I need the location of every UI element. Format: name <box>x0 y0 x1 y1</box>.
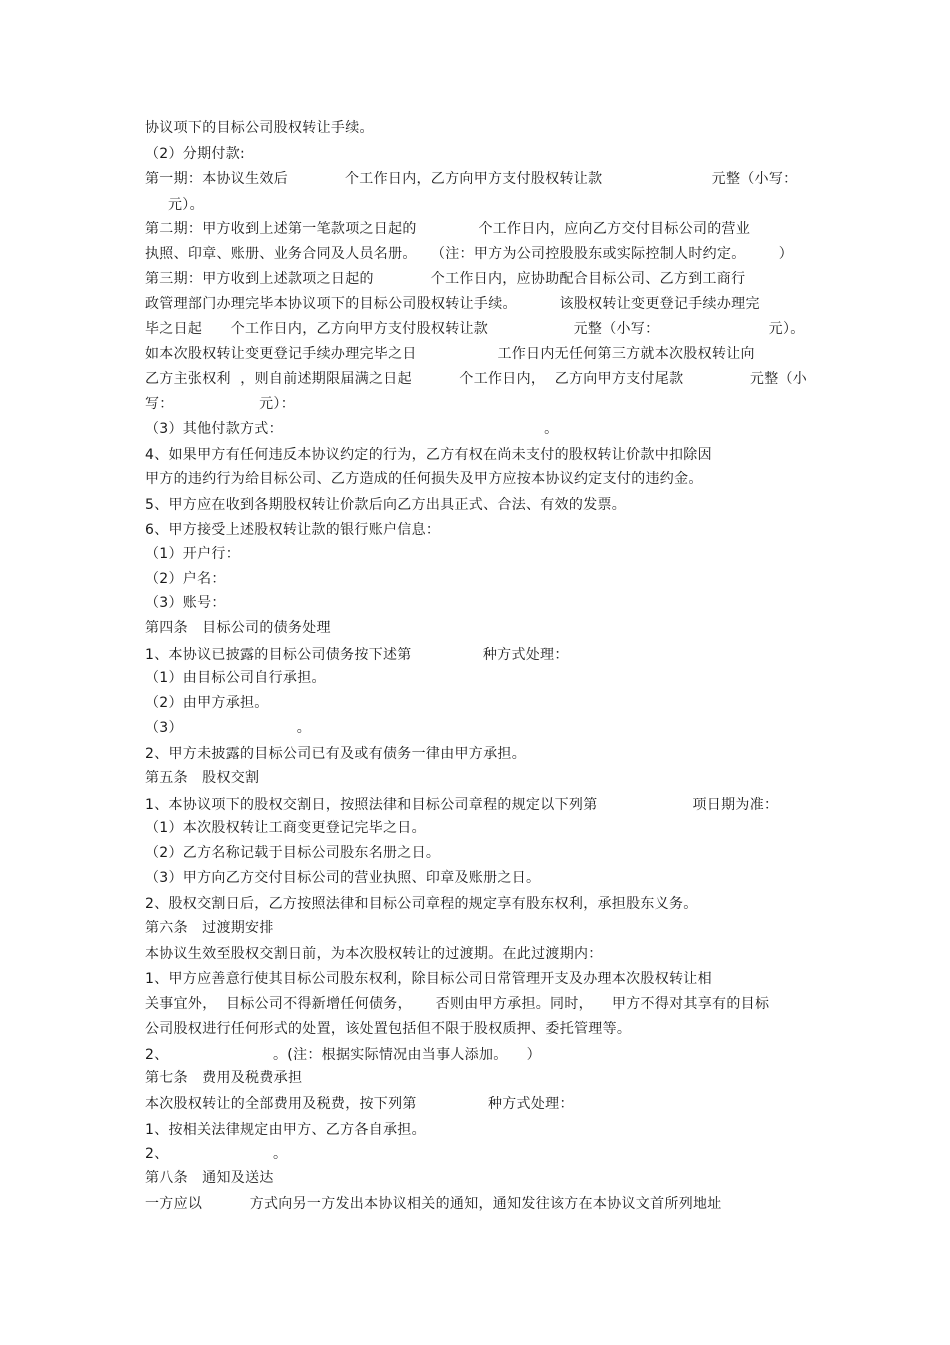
section-heading: 第七条 费用及税费承担 <box>145 1070 303 1086</box>
text-line: 第三期：甲方收到上述款项之日起的 个工作日内，应协助配合目标公司、乙方到工商行 <box>145 271 746 287</box>
section-heading: 第四条 目标公司的债务处理 <box>145 620 331 636</box>
text-line: 协议项下的目标公司股权转让手续。 <box>145 120 374 136</box>
text-line: （1）开户行： <box>145 546 241 562</box>
text-line: （3） 。 <box>145 720 312 736</box>
text-line: 第二期：甲方收到上述第一笔款项之日起的 个工作日内，应向乙方交付目标公司的营业 <box>145 221 751 237</box>
text-line: 4、如果甲方有任何违反本协议约定的行为，乙方有权在尚未支付的股权转让价款中扣除因 <box>145 447 712 463</box>
text-line: 1、甲方应善意行使其目标公司股东权利，除目标公司日常管理开支及办理本次股权转让相 <box>145 971 712 987</box>
text-line: （1）本次股权转让工商变更登记完毕之日。 <box>145 820 426 836</box>
text-line: 政管理部门办理完毕本协议项下的目标公司股权转让手续。 该股权转让变更登记手续办理完 <box>145 296 760 312</box>
text-line: （2）由甲方承担。 <box>145 695 269 711</box>
text-line: 5、甲方应在收到各期股权转让价款后向乙方出具正式、合法、有效的发票。 <box>145 497 627 513</box>
text-line: 第一期：本协议生效后 个工作日内，乙方向甲方支付股权转让款 元整（小写： <box>145 171 798 187</box>
text-line: 如本次股权转让变更登记手续办理完毕之日 工作日内无任何第三方就本次股权转让向 <box>145 346 755 362</box>
text-line: 2、 。 <box>145 1146 288 1162</box>
text-line: 本次股权转让的全部费用及税费，按下列第 种方式处理： <box>145 1096 574 1112</box>
text-line: 公司股权进行任何形式的处置，该处置包括但不限于股权质押、委托管理等。 <box>145 1021 632 1037</box>
text-line: 毕之日起 个工作日内，乙方向甲方支付股权转让款 元整（小写： 元）。 <box>145 321 805 337</box>
section-heading: 第八条 通知及送达 <box>145 1170 274 1186</box>
section-heading: 第五条 股权交割 <box>145 770 260 786</box>
text-line: 6、甲方接受上述股权转让款的银行账户信息： <box>145 522 441 538</box>
text-line: 2、股权交割日后，乙方按照法律和目标公司章程的规定享有股东权利，承担股东义务。 <box>145 896 698 912</box>
text-line: 本协议生效至股权交割日前，为本次股权转让的过渡期。在此过渡期内： <box>145 946 603 962</box>
text-line: 关事宜外， 目标公司不得新增任何债务， 否则由甲方承担。同时， 甲方不得对其享有的目标 <box>145 996 770 1012</box>
text-line: 1、本协议项下的股权交割日，按照法律和目标公司章程的规定以下列第 项日期为准： <box>145 797 779 813</box>
text-line: （2）分期付款: <box>145 146 246 162</box>
text-line: 一方应以 方式向另一方发出本协议相关的通知，通知发往该方在本协议文首所列地址 <box>145 1196 722 1212</box>
text-line: 甲方的违约行为给目标公司、乙方造成的任何损失及甲方应按本协议约定支付的违约金。 <box>145 471 703 487</box>
text-line: 2、甲方未披露的目标公司已有及或有债务一律由甲方承担。 <box>145 746 527 762</box>
text-line: 1、本协议已披露的目标公司债务按下述第 种方式处理： <box>145 647 569 663</box>
text-line: 乙方主张权利 ，则自前述期限届满之日起 个工作日内， 乙方向甲方支付尾款 元整（小 <box>145 371 808 387</box>
text-line: （2）户名： <box>145 571 226 587</box>
text-line: （3）甲方向乙方交付目标公司的营业执照、印章及账册之日。 <box>145 870 541 886</box>
section-heading: 第六条 过渡期安排 <box>145 920 274 936</box>
text-line: 2、 。(注：根据实际情况由当事人添加。 ） <box>145 1047 541 1063</box>
text-line: 执照、印章、账册、业务合同及人员名册。 （注：甲方为公司控股股东或实际控制人时约定。 ） <box>145 246 794 262</box>
text-line: （2）乙方名称记载于目标公司股东名册之日。 <box>145 845 441 861</box>
text-line: （3）其他付款方式： 。 <box>145 421 559 437</box>
text-line: （1）由目标公司自行承担。 <box>145 670 326 686</box>
text-line: 元）。 <box>168 197 204 213</box>
text-line: （3）账号： <box>145 595 226 611</box>
text-line: 1、按相关法律规定由甲方、乙方各自承担。 <box>145 1122 426 1138</box>
text-line: 写： 元）： <box>145 396 296 412</box>
